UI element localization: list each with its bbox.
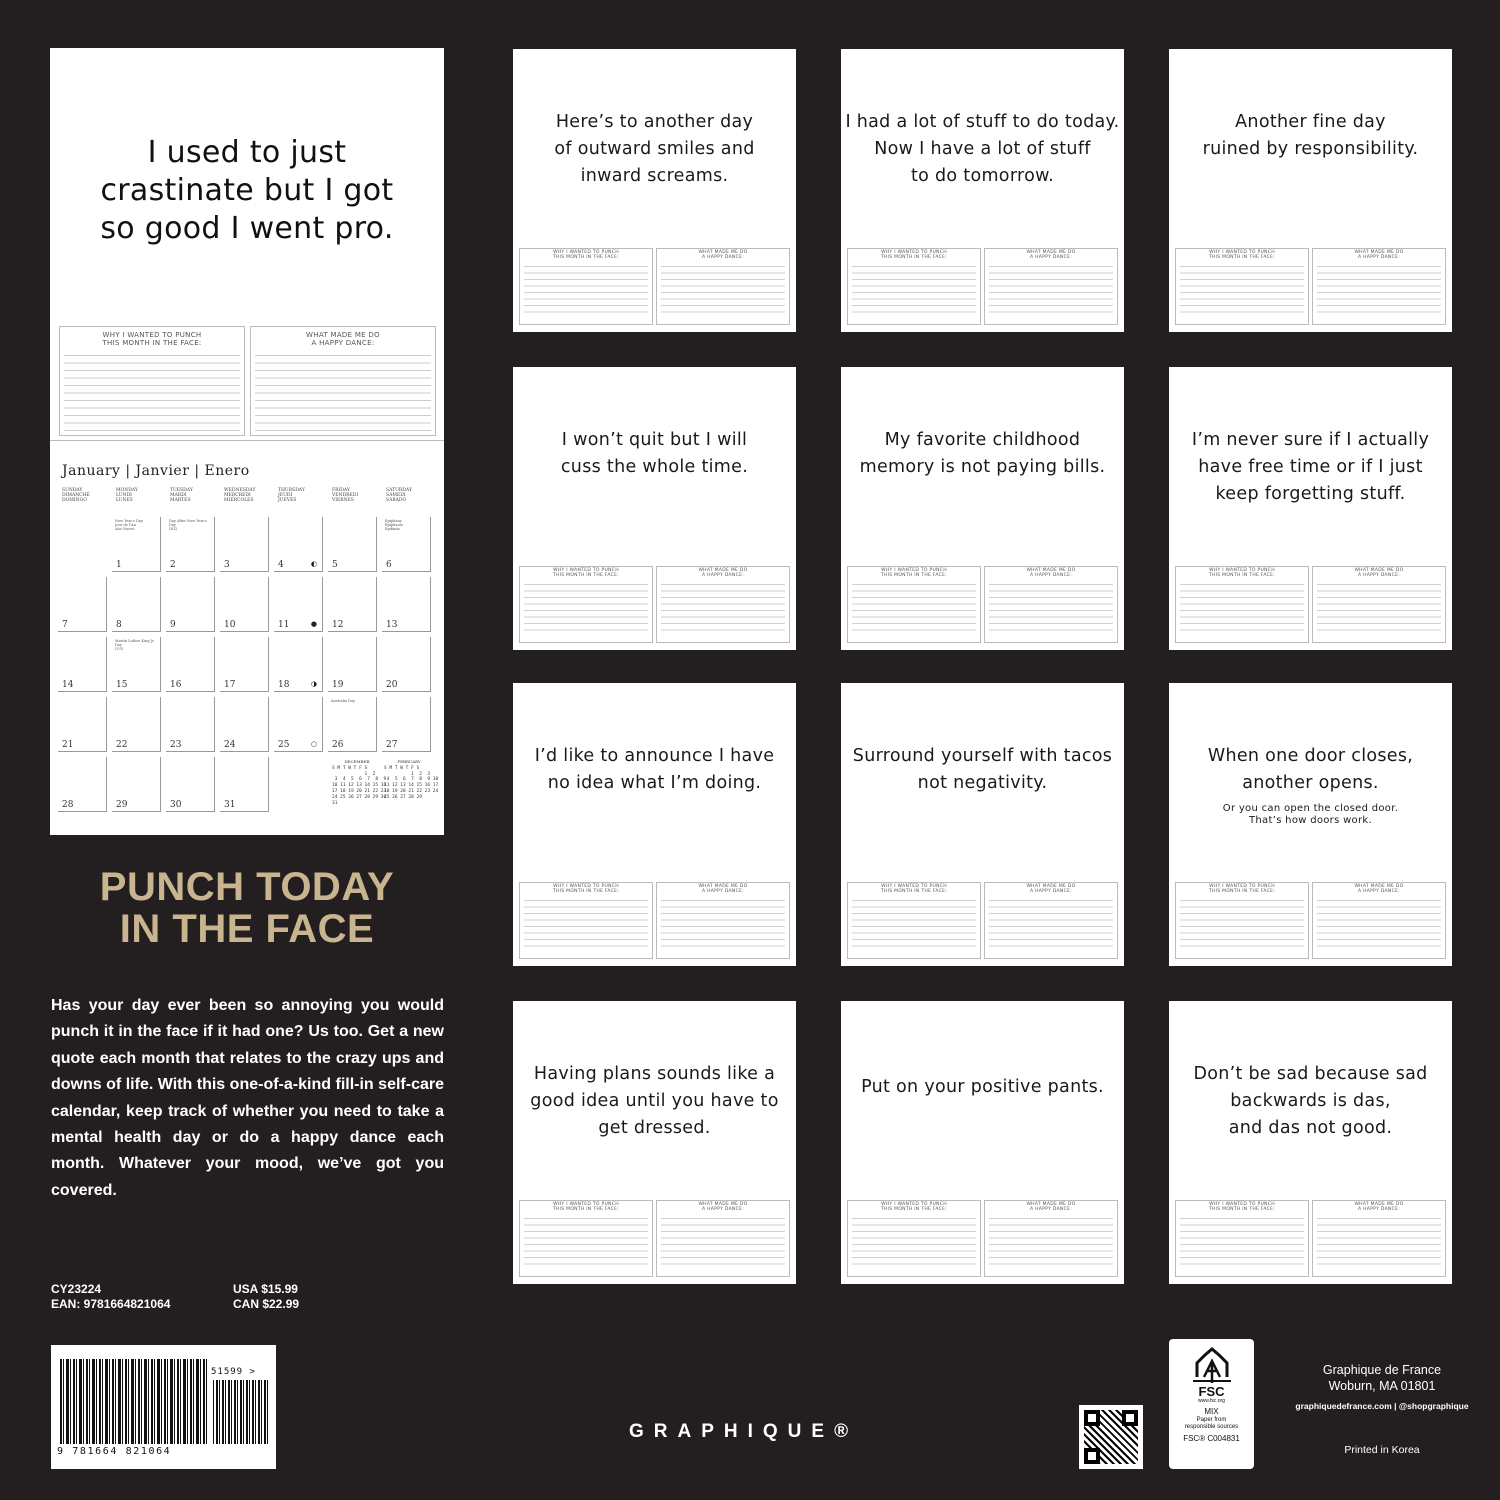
day-number: 31 <box>224 800 236 810</box>
day-number: 13 <box>386 620 398 630</box>
weekday-fr: LUNDI <box>116 493 132 498</box>
writing-lines <box>1180 900 1304 952</box>
weekday-en: SATURDAY <box>386 488 412 493</box>
weekday-es: DOMINGO <box>62 498 87 503</box>
day-number: 11 <box>278 620 290 630</box>
calendar-day-cell <box>166 697 215 752</box>
happy-dance-box <box>1312 882 1446 959</box>
happy-dance-box <box>656 566 790 643</box>
weekday-label <box>116 488 138 503</box>
writing-lines <box>1317 584 1441 636</box>
featured-month-page <box>50 48 444 835</box>
happy-dance-box <box>656 248 790 325</box>
punch-box-heading: WHY I WANTED TO PUNCH THIS MONTH IN THE FACE: <box>880 568 948 578</box>
price-usa: USA $15.99 <box>233 1282 298 1296</box>
day-number: 10 <box>224 620 236 630</box>
weekday-label <box>170 488 193 503</box>
fsc-paper: Paper from responsible sources <box>1184 1417 1239 1430</box>
day-number: 6 <box>386 560 392 570</box>
calendar-day-cell <box>328 637 377 692</box>
featured-quote: I used to just crastinate but I got so good I went pro. <box>100 135 394 246</box>
happy-dance-box <box>984 248 1118 325</box>
happy-dance-box <box>984 566 1118 643</box>
moon-phase-icon: ● <box>310 620 317 628</box>
holiday-label: Epiphany Épiphanie Epifanía <box>385 519 403 531</box>
fill-in-boxes <box>519 248 790 325</box>
month-quote-subtext: Or you can open the closed door. That’s how doors work. <box>1222 803 1399 826</box>
mini-calendar-days: S M T W T F S 1 2 3 4 5 6 7 8 9 10 11 12 13 14 15 16 17 18 19 20 21 22 23 24 25 26 27 28 29 <box>384 765 439 800</box>
weekday-es: LUNES <box>116 498 133 503</box>
mini-calendar-february <box>384 759 439 801</box>
month-quote-text: I had a lot of stuff to do today. Now I have a lot of stuff to do tomorrow. <box>845 112 1120 186</box>
writing-lines <box>852 584 976 636</box>
calendar-day-cell <box>328 577 377 632</box>
day-number: 29 <box>116 800 128 810</box>
publisher-address: Woburn, MA 01801 <box>1328 1379 1436 1393</box>
month-preview-card <box>513 683 796 966</box>
happy-dance-box <box>1312 1200 1446 1277</box>
month-preview-card <box>513 49 796 332</box>
barcode-bars <box>60 1359 208 1444</box>
punch-box <box>1175 248 1309 325</box>
writing-lines <box>661 584 785 636</box>
page-fold <box>50 440 444 441</box>
weekday-es: VIERNES <box>332 498 355 503</box>
calendar-day-cell <box>166 577 215 632</box>
calendar-day-cell <box>220 697 269 752</box>
punch-box <box>59 326 245 436</box>
day-number: 18 <box>278 680 290 690</box>
weekday-es: SÁBADO <box>386 498 407 503</box>
fill-in-boxes <box>1175 248 1446 325</box>
calendar-day-cell <box>220 577 269 632</box>
month-quote <box>1173 427 1448 508</box>
product-title-line-2: IN THE FACE <box>119 907 375 951</box>
weekday-label <box>224 488 255 503</box>
fsc-tree-icon <box>1191 1347 1233 1385</box>
qr-code-pattern <box>1084 1410 1138 1464</box>
day-number: 16 <box>170 680 182 690</box>
weekday-fr: VENDREDI <box>332 493 359 498</box>
weekday-label <box>278 488 305 503</box>
weekday-en: SUNDAY <box>62 488 83 493</box>
moon-phase-icon: ◑ <box>310 680 317 688</box>
holiday-label: New Year's Day Jour de l'An Año Nuevo <box>115 519 143 531</box>
day-number: 21 <box>62 740 74 750</box>
calendar-day-cell <box>274 697 323 752</box>
calendar-day-cell <box>112 757 161 812</box>
punch-box <box>519 882 653 959</box>
punch-box-heading: WHY I WANTED TO PUNCH THIS MONTH IN THE FACE: <box>1208 884 1276 894</box>
writing-lines <box>524 900 648 952</box>
happy-dance-box <box>1312 566 1446 643</box>
weekday-en: FRIDAY <box>332 488 350 493</box>
month-quote-text: Having plans sounds like a good idea until you have to get dressed. <box>530 1064 779 1138</box>
writing-lines <box>1180 584 1304 636</box>
writing-lines <box>1180 1218 1304 1270</box>
writing-lines <box>1317 1218 1441 1270</box>
day-number: 5 <box>332 560 338 570</box>
happy-dance-box-heading: WHAT MADE ME DO A HAPPY DANCE: <box>1354 250 1404 260</box>
holiday-label: Martin Luther King Jr. Day (US) <box>115 639 155 651</box>
calendar-day-cell <box>220 517 269 572</box>
mini-calendar-days: S M T W T F S 1 2 3 4 5 6 7 8 9 10 11 12 13 14 15 16 17 18 19 20 21 22 23 24 25 26 27 28 29 30 31 <box>332 765 387 806</box>
month-preview-card <box>1169 367 1452 650</box>
calendar-day-cell <box>382 697 431 752</box>
weekday-es: JUEVES <box>278 498 297 503</box>
fsc-site: www.fsc.org <box>1198 1398 1225 1404</box>
writing-lines <box>64 355 240 433</box>
month-preview-card <box>841 49 1124 332</box>
publisher-website: graphiquedefrance.com | @shopgraphique <box>1295 1401 1469 1411</box>
weekday-en: TUESDAY <box>170 488 193 493</box>
fill-in-boxes <box>1175 882 1446 959</box>
calendar-day-cell <box>166 517 215 572</box>
day-number: 26 <box>332 740 344 750</box>
weekday-fr: MERCREDI <box>224 493 251 498</box>
month-quote-text: When one door closes, another opens. <box>1207 746 1414 793</box>
month-quote <box>845 427 1120 481</box>
prices <box>233 1282 299 1312</box>
day-number: 30 <box>170 800 182 810</box>
calendar-day-cell <box>274 517 323 572</box>
mini-calendar-december <box>332 759 387 806</box>
weekday-fr: DIMANCHE <box>62 493 90 498</box>
writing-lines <box>1317 266 1441 318</box>
month-quote-text: Another fine day ruined by responsibility. <box>1202 112 1419 159</box>
weekday-en: THURSDAY <box>278 488 305 493</box>
month-quote <box>1173 1061 1448 1142</box>
calendar-day-cell <box>112 577 161 632</box>
day-number: 2 <box>170 560 176 570</box>
punch-box <box>847 248 981 325</box>
writing-lines <box>852 900 976 952</box>
day-number: 17 <box>224 680 236 690</box>
weekday-en: WEDNESDAY <box>224 488 256 493</box>
writing-lines <box>524 584 648 636</box>
fill-in-boxes <box>519 882 790 959</box>
writing-lines <box>524 1218 648 1270</box>
day-number: 7 <box>62 620 68 630</box>
month-quote <box>845 109 1120 190</box>
writing-lines <box>524 266 648 318</box>
month-preview-card <box>1169 49 1452 332</box>
punch-box-heading: WHY I WANTED TO PUNCH THIS MONTH IN THE FACE: <box>552 884 620 894</box>
product-title <box>50 866 444 950</box>
writing-lines <box>1180 266 1304 318</box>
happy-dance-box-heading: WHAT MADE ME DO A HAPPY DANCE: <box>306 331 380 347</box>
mini-calendar-title: FEBRUARY <box>397 759 421 764</box>
day-number: 8 <box>116 620 122 630</box>
calendar-day-cell <box>112 697 161 752</box>
happy-dance-box <box>656 1200 790 1277</box>
calendar-day-cell <box>58 757 107 812</box>
month-preview-card <box>841 1001 1124 1284</box>
writing-lines <box>989 584 1113 636</box>
punch-box <box>847 882 981 959</box>
punch-box <box>1175 566 1309 643</box>
weekday-es: MIÉRCOLES <box>224 498 254 503</box>
calendar-day-cell <box>382 577 431 632</box>
day-number: 28 <box>62 800 74 810</box>
calendar-day-cell <box>58 637 107 692</box>
calendar-day-cell <box>112 637 161 692</box>
calendar-day-cell <box>274 577 323 632</box>
calendar-day-cell <box>382 637 431 692</box>
fill-in-boxes <box>847 1200 1118 1277</box>
weekday-fr: JEUDI <box>278 493 293 498</box>
writing-lines <box>852 1218 976 1270</box>
holiday-label: Australia Day <box>331 699 356 703</box>
punch-box-heading: WHY I WANTED TO PUNCH THIS MONTH IN THE FACE: <box>1208 250 1276 260</box>
sku: CY23224 <box>51 1282 102 1296</box>
writing-lines <box>255 355 431 433</box>
month-quote <box>517 1061 792 1142</box>
calendar-day-cell <box>112 517 161 572</box>
month-quote-text: Put on your positive pants. <box>861 1077 1104 1097</box>
weekday-fr: SAMEDI <box>386 493 406 498</box>
barcode <box>51 1345 276 1469</box>
month-preview-card <box>1169 683 1452 966</box>
writing-lines <box>661 1218 785 1270</box>
publisher-info <box>1290 1362 1474 1458</box>
moon-phase-icon: ◐ <box>310 560 317 568</box>
punch-box-heading: WHY I WANTED TO PUNCH THIS MONTH IN THE FACE: <box>552 250 620 260</box>
mini-calendar-title: DECEMBER <box>344 759 370 764</box>
day-number: 23 <box>170 740 182 750</box>
punch-box-heading: WHY I WANTED TO PUNCH THIS MONTH IN THE FACE: <box>1208 568 1276 578</box>
happy-dance-box-heading: WHAT MADE ME DO A HAPPY DANCE: <box>1026 1202 1076 1212</box>
calendar-day-cell <box>166 637 215 692</box>
happy-dance-box-heading: WHAT MADE ME DO A HAPPY DANCE: <box>1026 568 1076 578</box>
fill-in-boxes <box>847 248 1118 325</box>
month-quote <box>517 427 792 481</box>
happy-dance-box <box>984 882 1118 959</box>
product-description: Has your day ever been so annoying you would punch it in the face if it had one? Us too. Get a new quote each month that relates to the crazy ups and downs of life. With this one-of-a-kind fill-in self-care calendar, keep track of whether you need to take a mental health day or do a happy dance each month. Whatever your mood, we’ve got you covered. <box>51 997 444 1199</box>
publisher-name: Graphique de France <box>1322 1363 1442 1377</box>
moon-phase-icon: ○ <box>310 740 317 748</box>
month-quote-text: I won’t quit but I will cuss the whole time. <box>560 430 749 477</box>
weekday-label <box>62 488 90 503</box>
punch-box <box>847 566 981 643</box>
punch-box-heading: WHY I WANTED TO PUNCH THIS MONTH IN THE FACE: <box>102 331 202 347</box>
punch-box <box>1175 1200 1309 1277</box>
happy-dance-box <box>250 326 436 436</box>
month-preview-card <box>1169 1001 1452 1284</box>
punch-box <box>1175 882 1309 959</box>
calendar-day-cell <box>274 637 323 692</box>
writing-lines <box>661 266 785 318</box>
day-number: 9 <box>170 620 176 630</box>
day-number: 25 <box>278 740 290 750</box>
month-preview-card <box>841 683 1124 966</box>
day-number: 1 <box>116 560 122 570</box>
fsc-badge <box>1169 1339 1254 1469</box>
featured-fill-in-boxes <box>59 326 436 436</box>
day-number: 15 <box>116 680 128 690</box>
happy-dance-box-heading: WHAT MADE ME DO A HAPPY DANCE: <box>698 1202 748 1212</box>
fill-in-boxes <box>847 566 1118 643</box>
fill-in-boxes <box>1175 1200 1446 1277</box>
month-preview-card <box>841 367 1124 650</box>
month-title: January | Janvier | Enero <box>62 463 250 479</box>
printed-in: Printed in Korea <box>1344 1444 1420 1456</box>
happy-dance-box-heading: WHAT MADE ME DO A HAPPY DANCE: <box>1354 1202 1404 1212</box>
writing-lines <box>989 900 1113 952</box>
fill-in-boxes <box>519 1200 790 1277</box>
calendar-day-cell <box>382 517 431 572</box>
month-quote <box>845 1001 1120 1174</box>
month-preview-card <box>513 1001 796 1284</box>
month-quote <box>517 743 792 797</box>
happy-dance-box-heading: WHAT MADE ME DO A HAPPY DANCE: <box>1026 884 1076 894</box>
month-quote-text: Surround yourself with tacos not negativity. <box>852 746 1113 793</box>
holiday-label: Day After New Year's Day (NZ) <box>169 519 207 531</box>
fsc-code: FSC® C004831 <box>1183 1434 1240 1443</box>
price-can: CAN $22.99 <box>233 1297 300 1311</box>
month-quote <box>1173 743 1448 827</box>
weekday-es: MARTES <box>170 498 191 503</box>
happy-dance-box-heading: WHAT MADE ME DO A HAPPY DANCE: <box>698 884 748 894</box>
calendar-day-cell <box>328 697 377 752</box>
punch-box <box>519 1200 653 1277</box>
fsc-label: FSC <box>1198 1384 1225 1399</box>
weekday-label <box>386 488 412 503</box>
writing-lines <box>852 266 976 318</box>
month-quote-text: My favorite childhood memory is not paying bills. <box>859 430 1106 477</box>
day-number: 14 <box>62 680 74 690</box>
barcode-number: 9 781664 821064 <box>57 1446 172 1457</box>
month-quote <box>1173 109 1448 163</box>
month-quote <box>517 109 792 190</box>
punch-box <box>519 248 653 325</box>
punch-box-heading: WHY I WANTED TO PUNCH THIS MONTH IN THE FACE: <box>880 884 948 894</box>
month-quote-text: I’d like to announce I have no idea what I’m doing. <box>534 746 775 793</box>
weekday-header <box>62 488 437 508</box>
fill-in-boxes <box>847 882 1118 959</box>
happy-dance-box-heading: WHAT MADE ME DO A HAPPY DANCE: <box>698 250 748 260</box>
barcode-addon-number: 51599 > <box>211 1367 256 1377</box>
punch-box <box>519 566 653 643</box>
qr-code <box>1079 1405 1143 1469</box>
weekday-en: MONDAY <box>116 488 138 493</box>
writing-lines <box>989 1218 1113 1270</box>
writing-lines <box>1317 900 1441 952</box>
calendar-day-cell <box>220 757 269 812</box>
fill-in-boxes <box>1175 566 1446 643</box>
product-title-line-1: PUNCH TODAY <box>99 865 395 909</box>
day-number: 27 <box>386 740 398 750</box>
punch-box-heading: WHY I WANTED TO PUNCH THIS MONTH IN THE FACE: <box>552 1202 620 1212</box>
punch-box-heading: WHY I WANTED TO PUNCH THIS MONTH IN THE FACE: <box>880 1202 948 1212</box>
punch-box <box>847 1200 981 1277</box>
day-number: 20 <box>386 680 398 690</box>
happy-dance-box-heading: WHAT MADE ME DO A HAPPY DANCE: <box>1354 884 1404 894</box>
day-number: 3 <box>224 560 230 570</box>
calendar-day-cell <box>328 517 377 572</box>
happy-dance-box <box>656 882 790 959</box>
day-number: 4 <box>278 560 284 570</box>
month-quote-text: Don’t be sad because sad backwards is das, and das not good. <box>1193 1064 1428 1138</box>
happy-dance-box-heading: WHAT MADE ME DO A HAPPY DANCE: <box>1026 250 1076 260</box>
happy-dance-box <box>1312 248 1446 325</box>
calendar-day-cell <box>220 637 269 692</box>
month-preview-card <box>513 367 796 650</box>
day-number: 12 <box>332 620 344 630</box>
happy-dance-box <box>984 1200 1118 1277</box>
weekday-fr: MARDI <box>170 493 187 498</box>
barcode-addon-bars <box>213 1380 268 1444</box>
fsc-mix: MIX <box>1204 1407 1219 1416</box>
calendar-day-cell <box>58 697 107 752</box>
ean: EAN: 9781664821064 <box>51 1297 171 1311</box>
month-quote-text: Here’s to another day of outward smiles and inward screams. <box>554 112 755 186</box>
month-quote-text: I’m never sure if I actually have free time or if I just keep forgetting stuff. <box>1191 430 1430 504</box>
day-number: 19 <box>332 680 344 690</box>
day-number: 24 <box>224 740 236 750</box>
calendar-day-cell <box>58 577 107 632</box>
fill-in-boxes <box>519 566 790 643</box>
writing-lines <box>989 266 1113 318</box>
writing-lines <box>661 900 785 952</box>
day-number: 22 <box>116 740 128 750</box>
happy-dance-box-heading: WHAT MADE ME DO A HAPPY DANCE: <box>1354 568 1404 578</box>
brand-logo: GRAPHIQUE® <box>629 1421 859 1442</box>
weekday-label <box>332 488 358 503</box>
calendar-day-cell <box>166 757 215 812</box>
happy-dance-box-heading: WHAT MADE ME DO A HAPPY DANCE: <box>698 568 748 578</box>
product-codes <box>51 1282 170 1312</box>
punch-box-heading: WHY I WANTED TO PUNCH THIS MONTH IN THE FACE: <box>1208 1202 1276 1212</box>
month-quote <box>845 743 1120 797</box>
punch-box-heading: WHY I WANTED TO PUNCH THIS MONTH IN THE FACE: <box>880 250 948 260</box>
punch-box-heading: WHY I WANTED TO PUNCH THIS MONTH IN THE FACE: <box>552 568 620 578</box>
